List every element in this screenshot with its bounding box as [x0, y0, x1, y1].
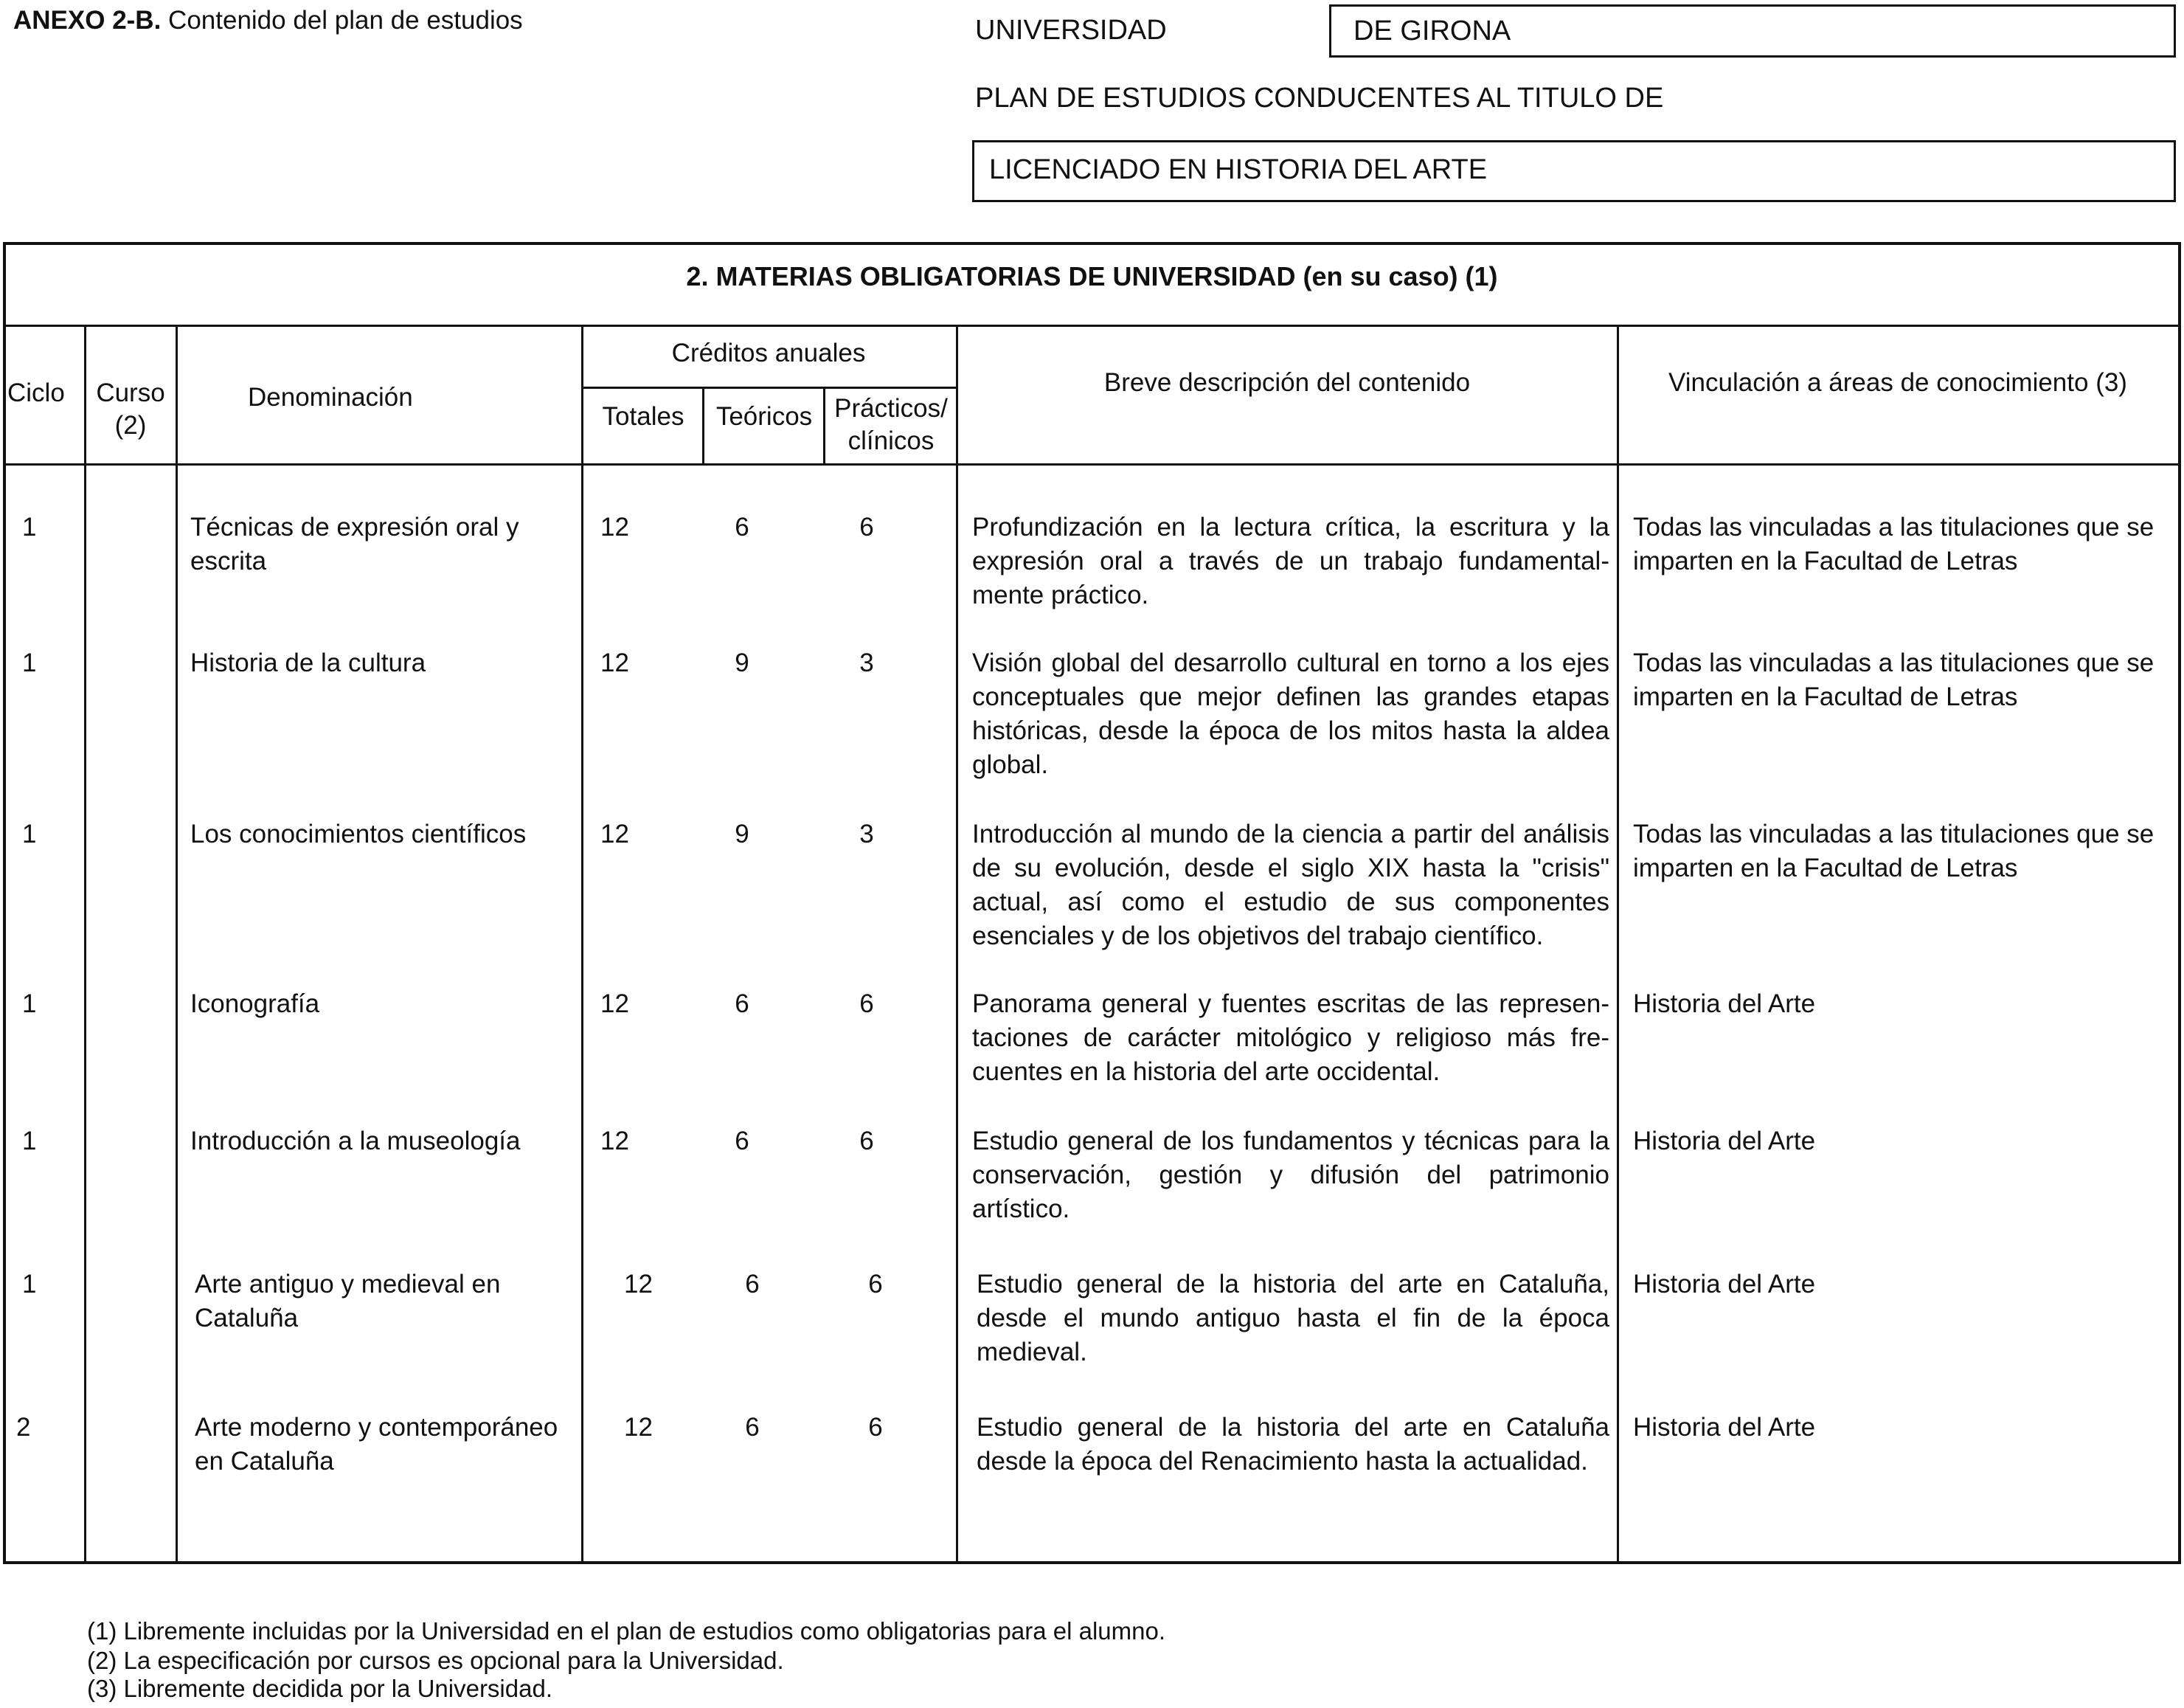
divider [176, 325, 178, 1564]
row-descripcion: Estudio general de la historia del arte en Cataluña desde la época del Renacimiento hasta la actualidad. [977, 1413, 1609, 1476]
header-practicos-line2: clínicos [847, 426, 935, 455]
row-vinculacion [1633, 511, 2179, 578]
row-ciclo: 1 [22, 820, 37, 848]
divider [956, 325, 958, 1564]
row-practicos: 6 [859, 513, 874, 542]
row-totales: 12 [624, 1270, 653, 1299]
header-ciclo: Ciclo [7, 378, 65, 407]
row-teoricos: 6 [735, 989, 749, 1018]
subjects-table [3, 242, 2181, 1564]
header-creditos: Créditos anuales [671, 339, 866, 367]
row-descripcion: Estudio general de la historia del arte en Cataluña, desde el mundo antiguo hasta el fin de la época medieval. [977, 1270, 1609, 1366]
divider [6, 463, 2178, 466]
row-denominacion: Arte antiguo y medieval en Cataluña [195, 1270, 501, 1332]
row-vinculacion: Historia del Arte [1633, 1270, 1816, 1299]
row-practicos: 3 [859, 649, 874, 677]
row-practicos: 3 [859, 820, 874, 848]
row-teoricos: 9 [735, 820, 749, 848]
row-ciclo: 1 [22, 513, 37, 542]
university-label: UNIVERSIDAD [975, 15, 1167, 46]
header-vinculacion: Vinculación a áreas de conocimiento (3) [1668, 368, 2127, 397]
row-practicos: 6 [859, 1127, 874, 1155]
header-practicos-line1: Prácticos/ [834, 394, 948, 423]
row-practicos: 6 [859, 989, 874, 1018]
row-totales: 12 [600, 820, 629, 848]
row-vinculacion: Historia del Arte [1633, 989, 1816, 1018]
header-curso: Curso [96, 378, 165, 407]
divider [581, 325, 583, 1564]
row-denominacion: Historia de la cultura [190, 649, 426, 677]
row-ciclo: 1 [22, 649, 37, 677]
row-totales: 12 [600, 989, 629, 1018]
divider [6, 325, 2178, 327]
divider [1617, 325, 1619, 1564]
row-teoricos: 9 [735, 649, 749, 677]
header-descripcion: Breve descripción del contenido [1103, 368, 1471, 397]
row-teoricos: 6 [735, 1127, 749, 1155]
row-descripcion: Introducción al mundo de la ciencia a partir del análisis de su evolución, desde el siglo XIX hasta la "crisis" actual, así como el estudio de sus componentes esenciales y de los objetivos del trabajo científico. [972, 820, 1609, 950]
university-value: DE GIRONA [1329, 4, 2176, 58]
footnote-2: (2) La especificación por cursos es opcional para la Universidad. [87, 1647, 784, 1674]
row-totales: 12 [600, 513, 629, 542]
row-denominacion: Arte moderno y contemporáneo en Cataluña [195, 1413, 558, 1476]
row-teoricos: 6 [745, 1270, 760, 1299]
header-denominacion: Denominación [248, 383, 413, 412]
row-vinculacion: Todas las vinculadas a las titulaciones que se imparten en la Facultad de Letras [1633, 649, 2154, 711]
row-ciclo: 1 [22, 1127, 37, 1155]
row-totales: 12 [600, 649, 629, 677]
header-curso-note: (2) [114, 411, 147, 440]
row-ciclo: 1 [22, 1270, 37, 1299]
divider [84, 325, 86, 1564]
row-teoricos: 6 [735, 513, 749, 542]
row-vinculacion-text: Todas las vinculadas a las titulaciones que se imparten en la Facultad de Letras [1633, 513, 2154, 575]
row-descripcion: Profundización en la lectura crítica, la escritura y la expresión oral a través de un trabajo fundamentalmente práctico. [972, 513, 1609, 609]
annex-description: Contenido del plan de estudios [168, 6, 523, 35]
footnote-1: (1) Libremente incluidas por la Universidad en el plan de estudios como obligatorias para el alumno. [87, 1617, 1165, 1645]
annex-heading [13, 6, 523, 35]
row-ciclo: 1 [22, 989, 37, 1018]
row-ciclo: 2 [16, 1413, 31, 1442]
row-totales: 12 [624, 1413, 653, 1442]
row-teoricos: 6 [745, 1413, 760, 1442]
row-practicos: 6 [868, 1413, 883, 1442]
annex-label: ANEXO 2-B. [13, 6, 162, 35]
divider [823, 387, 825, 463]
section-title: 2. MATERIAS OBLIGATORIAS DE UNIVERSIDAD (en su caso) (1) [686, 261, 1498, 291]
footnote-3: (3) Libremente decidida por la Universidad. [87, 1675, 552, 1702]
row-descripcion: Panorama general y fuentes escritas de las representaciones de carácter mitológico y religioso más frecuentes en la historia del arte occidental. [972, 989, 1609, 1086]
degree-title: LICENCIADO EN HISTORIA DEL ARTE [972, 140, 2176, 202]
row-denominacion: Iconografía [190, 989, 320, 1018]
row-denominacion: Introducción a la museología [190, 1127, 521, 1155]
row-denominacion: Técnicas de expresión oral y escrita [190, 513, 519, 575]
divider [702, 387, 704, 463]
divider [581, 387, 956, 389]
header-teoricos: Teóricos [715, 402, 813, 431]
header-practicos [826, 393, 956, 457]
row-practicos: 6 [868, 1270, 883, 1299]
header-totales: Totales [602, 402, 684, 431]
row-descripcion: Estudio general de los fundamentos y técnicas para la conservación, gestión y difusión del patrimonio artístico. [972, 1127, 1609, 1223]
row-vinculacion: Todas las vinculadas a las titulaciones que se imparten en la Facultad de Letras [1633, 820, 2154, 882]
plan-label: PLAN DE ESTUDIOS CONDUCENTES AL TITULO DE [975, 83, 1664, 114]
row-vinculacion: Historia del Arte [1633, 1413, 1816, 1442]
row-denominacion: Los conocimientos científicos [190, 820, 527, 848]
row-descripcion: Visión global del desarrollo cultural en torno a los ejes conceptuales que mejor definen las grandes etapas históricas, desde la época de los mitos hasta la aldea global. [972, 649, 1609, 779]
row-totales: 12 [600, 1127, 629, 1155]
row-vinculacion: Historia del Arte [1633, 1127, 1816, 1155]
